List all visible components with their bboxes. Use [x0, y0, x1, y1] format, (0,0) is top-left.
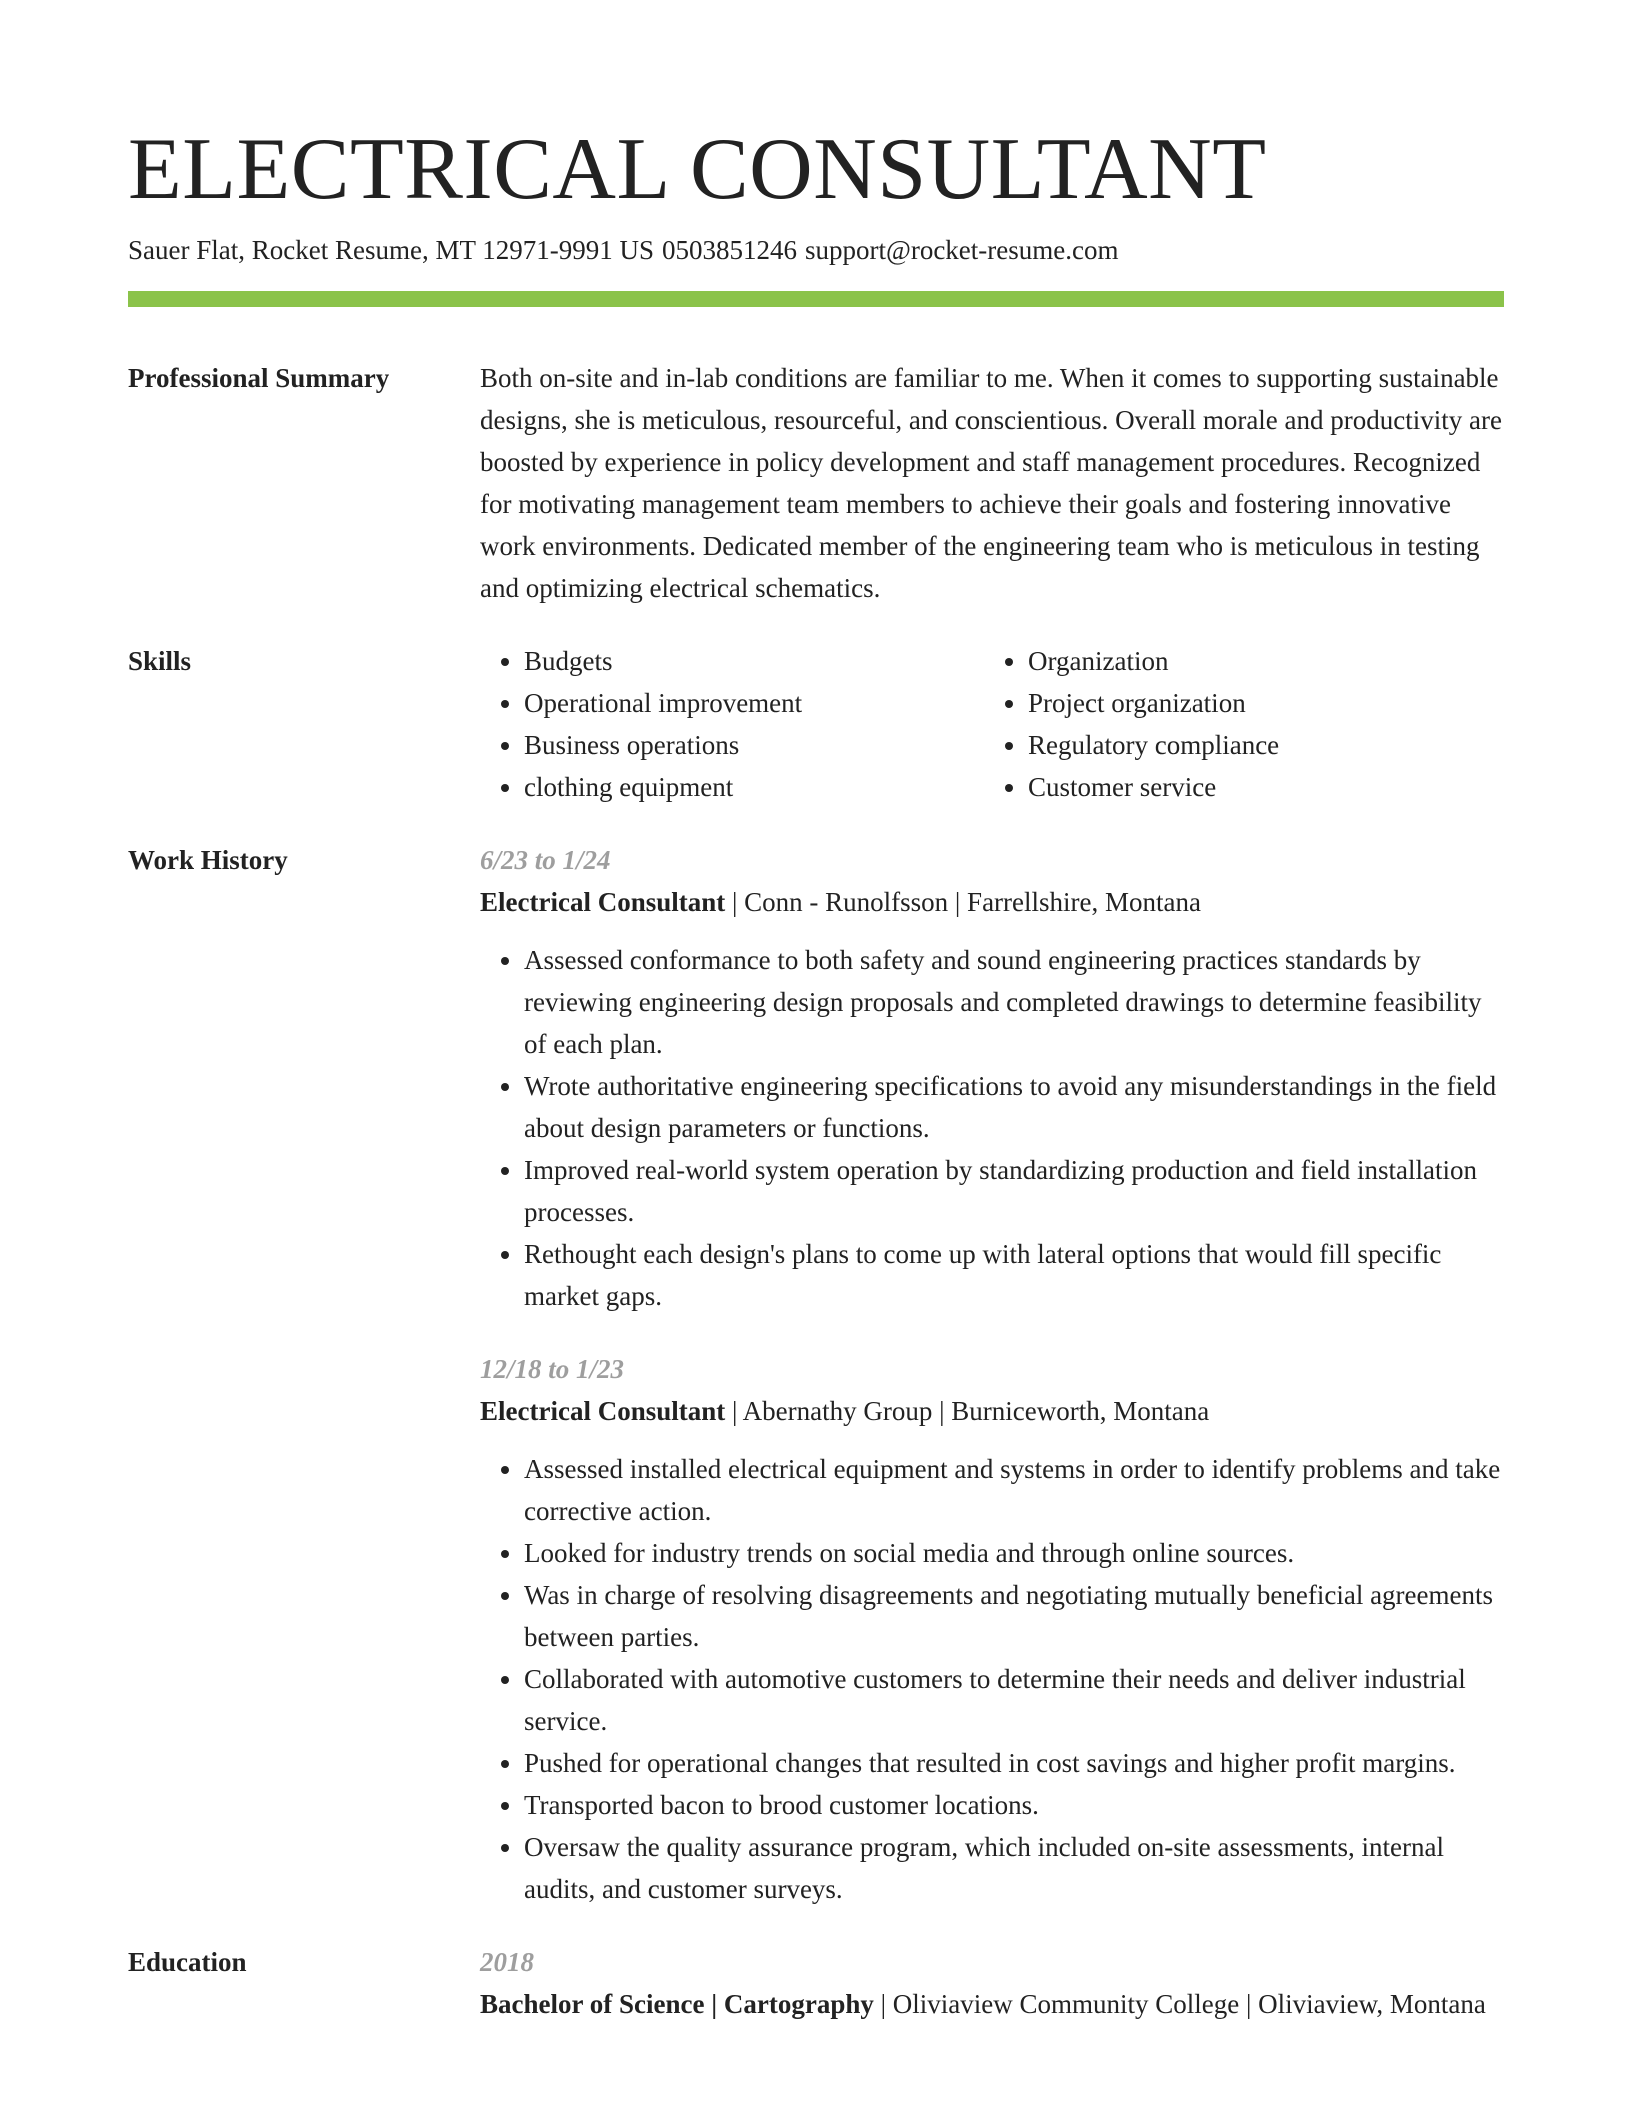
accent-divider [128, 291, 1504, 307]
job-dates: 6/23 to 1/24 [480, 845, 611, 875]
job-bullet: • Oversaw the quality assurance program, which included on-site assessments, internal audits, and customer surveys. [524, 1826, 1504, 1910]
resume-title: ELECTRICAL CONSULTANT [128, 121, 1267, 218]
job-bullets [480, 1448, 1504, 1910]
school-location: | Oliviaview Community College | Oliviaview, Montana [873, 1989, 1486, 2019]
job-bullet: • Collaborated with automotive customers to determine their needs and deliver industrial service. [524, 1658, 1504, 1742]
skills-heading: Skills [128, 646, 192, 676]
job-bullet: • Assessed conformance to both safety and sound engineering practices standards by reviewing engineering design proposals and completed drawings to determine feasibility of each plan. [524, 939, 1504, 1065]
skill-item: • Operational improvement [524, 682, 984, 724]
work-history-heading: Work History [128, 845, 288, 875]
skill-item: • Regulatory compliance [1028, 724, 1488, 766]
skills-grid [480, 640, 1504, 808]
job-dates: 12/18 to 1/23 [480, 1354, 625, 1384]
job-company-location: | Abernathy Group | Burniceworth, Montana [725, 1396, 1210, 1426]
summary-heading: Professional Summary [128, 363, 390, 393]
skill-item: • Budgets [524, 640, 984, 682]
contact-email[interactable]: support@rocket-resume.com [804, 235, 1119, 265]
education-heading: Education [128, 1947, 247, 1977]
summary-section [128, 357, 1504, 609]
job-bullet: • Was in charge of resolving disagreements and negotiating mutually beneficial agreements between parties. [524, 1574, 1504, 1658]
job-heading [480, 1390, 1504, 1432]
work-history-body [480, 839, 1504, 1910]
job-bullet: • Looked for industry trends on social media and through online sources. [524, 1532, 1504, 1574]
job-title: Electrical Consultant [480, 887, 726, 917]
skill-item: • Customer service [1028, 766, 1488, 808]
education-year: 2018 [480, 1947, 534, 1977]
skills-list-left [480, 640, 984, 808]
resume-page [128, 118, 1504, 2025]
job-title: Electrical Consultant [480, 1396, 726, 1426]
skill-item: • Organization [1028, 640, 1488, 682]
skill-item: • Business operations [524, 724, 984, 766]
education-heading-line [480, 1983, 1504, 2025]
contact-line [128, 232, 1504, 268]
degree-name: Bachelor of Science | Cartography [480, 1989, 874, 2019]
job-heading [480, 881, 1504, 923]
job-bullet: • Wrote authoritative engineering specifications to avoid any misunderstandings in the field about design parameters or functions. [524, 1065, 1504, 1149]
job-bullet: • Improved real-world system operation by standardizing production and field installation processes. [524, 1149, 1504, 1233]
job-bullets [480, 939, 1504, 1317]
job-bullet: • Transported bacon to brood customer locations. [524, 1784, 1504, 1826]
summary-text: Both on-site and in-lab conditions are familiar to me. When it comes to supporting sustainable designs, she is meticulous, resourceful, and conscientious. Overall morale and productivity are boosted by experience in policy development and staff management procedures. Recognized for motivating management team members to achieve their goals and fostering innovative work environments. Dedicated member of the engineering team who is meticulous in testing and optimizing electrical schematics. [480, 363, 1502, 603]
education-body [480, 1941, 1504, 2025]
job-bullet: • Rethought each design's plans to come up with lateral options that would fill specific market gaps. [524, 1233, 1504, 1317]
job-entry [480, 1348, 1504, 1910]
job-entry [480, 839, 1504, 1317]
skill-item: • clothing equipment [524, 766, 984, 808]
job-company-location: | Conn - Runolfsson | Farrellshire, Montana [725, 887, 1201, 917]
education-section [128, 1941, 1504, 2025]
job-bullet: • Assessed installed electrical equipment and systems in order to identify problems and take corrective action. [524, 1448, 1504, 1532]
skills-section [128, 640, 1504, 808]
skill-item: • Project organization [1028, 682, 1488, 724]
job-bullet: • Pushed for operational changes that resulted in cost savings and higher profit margins. [524, 1742, 1504, 1784]
work-history-section [128, 839, 1504, 1910]
skills-list-right [984, 640, 1488, 808]
contact-address: Sauer Flat, Rocket Resume, MT 12971-9991 US [128, 235, 654, 265]
contact-phone: 0503851246 [661, 235, 797, 265]
